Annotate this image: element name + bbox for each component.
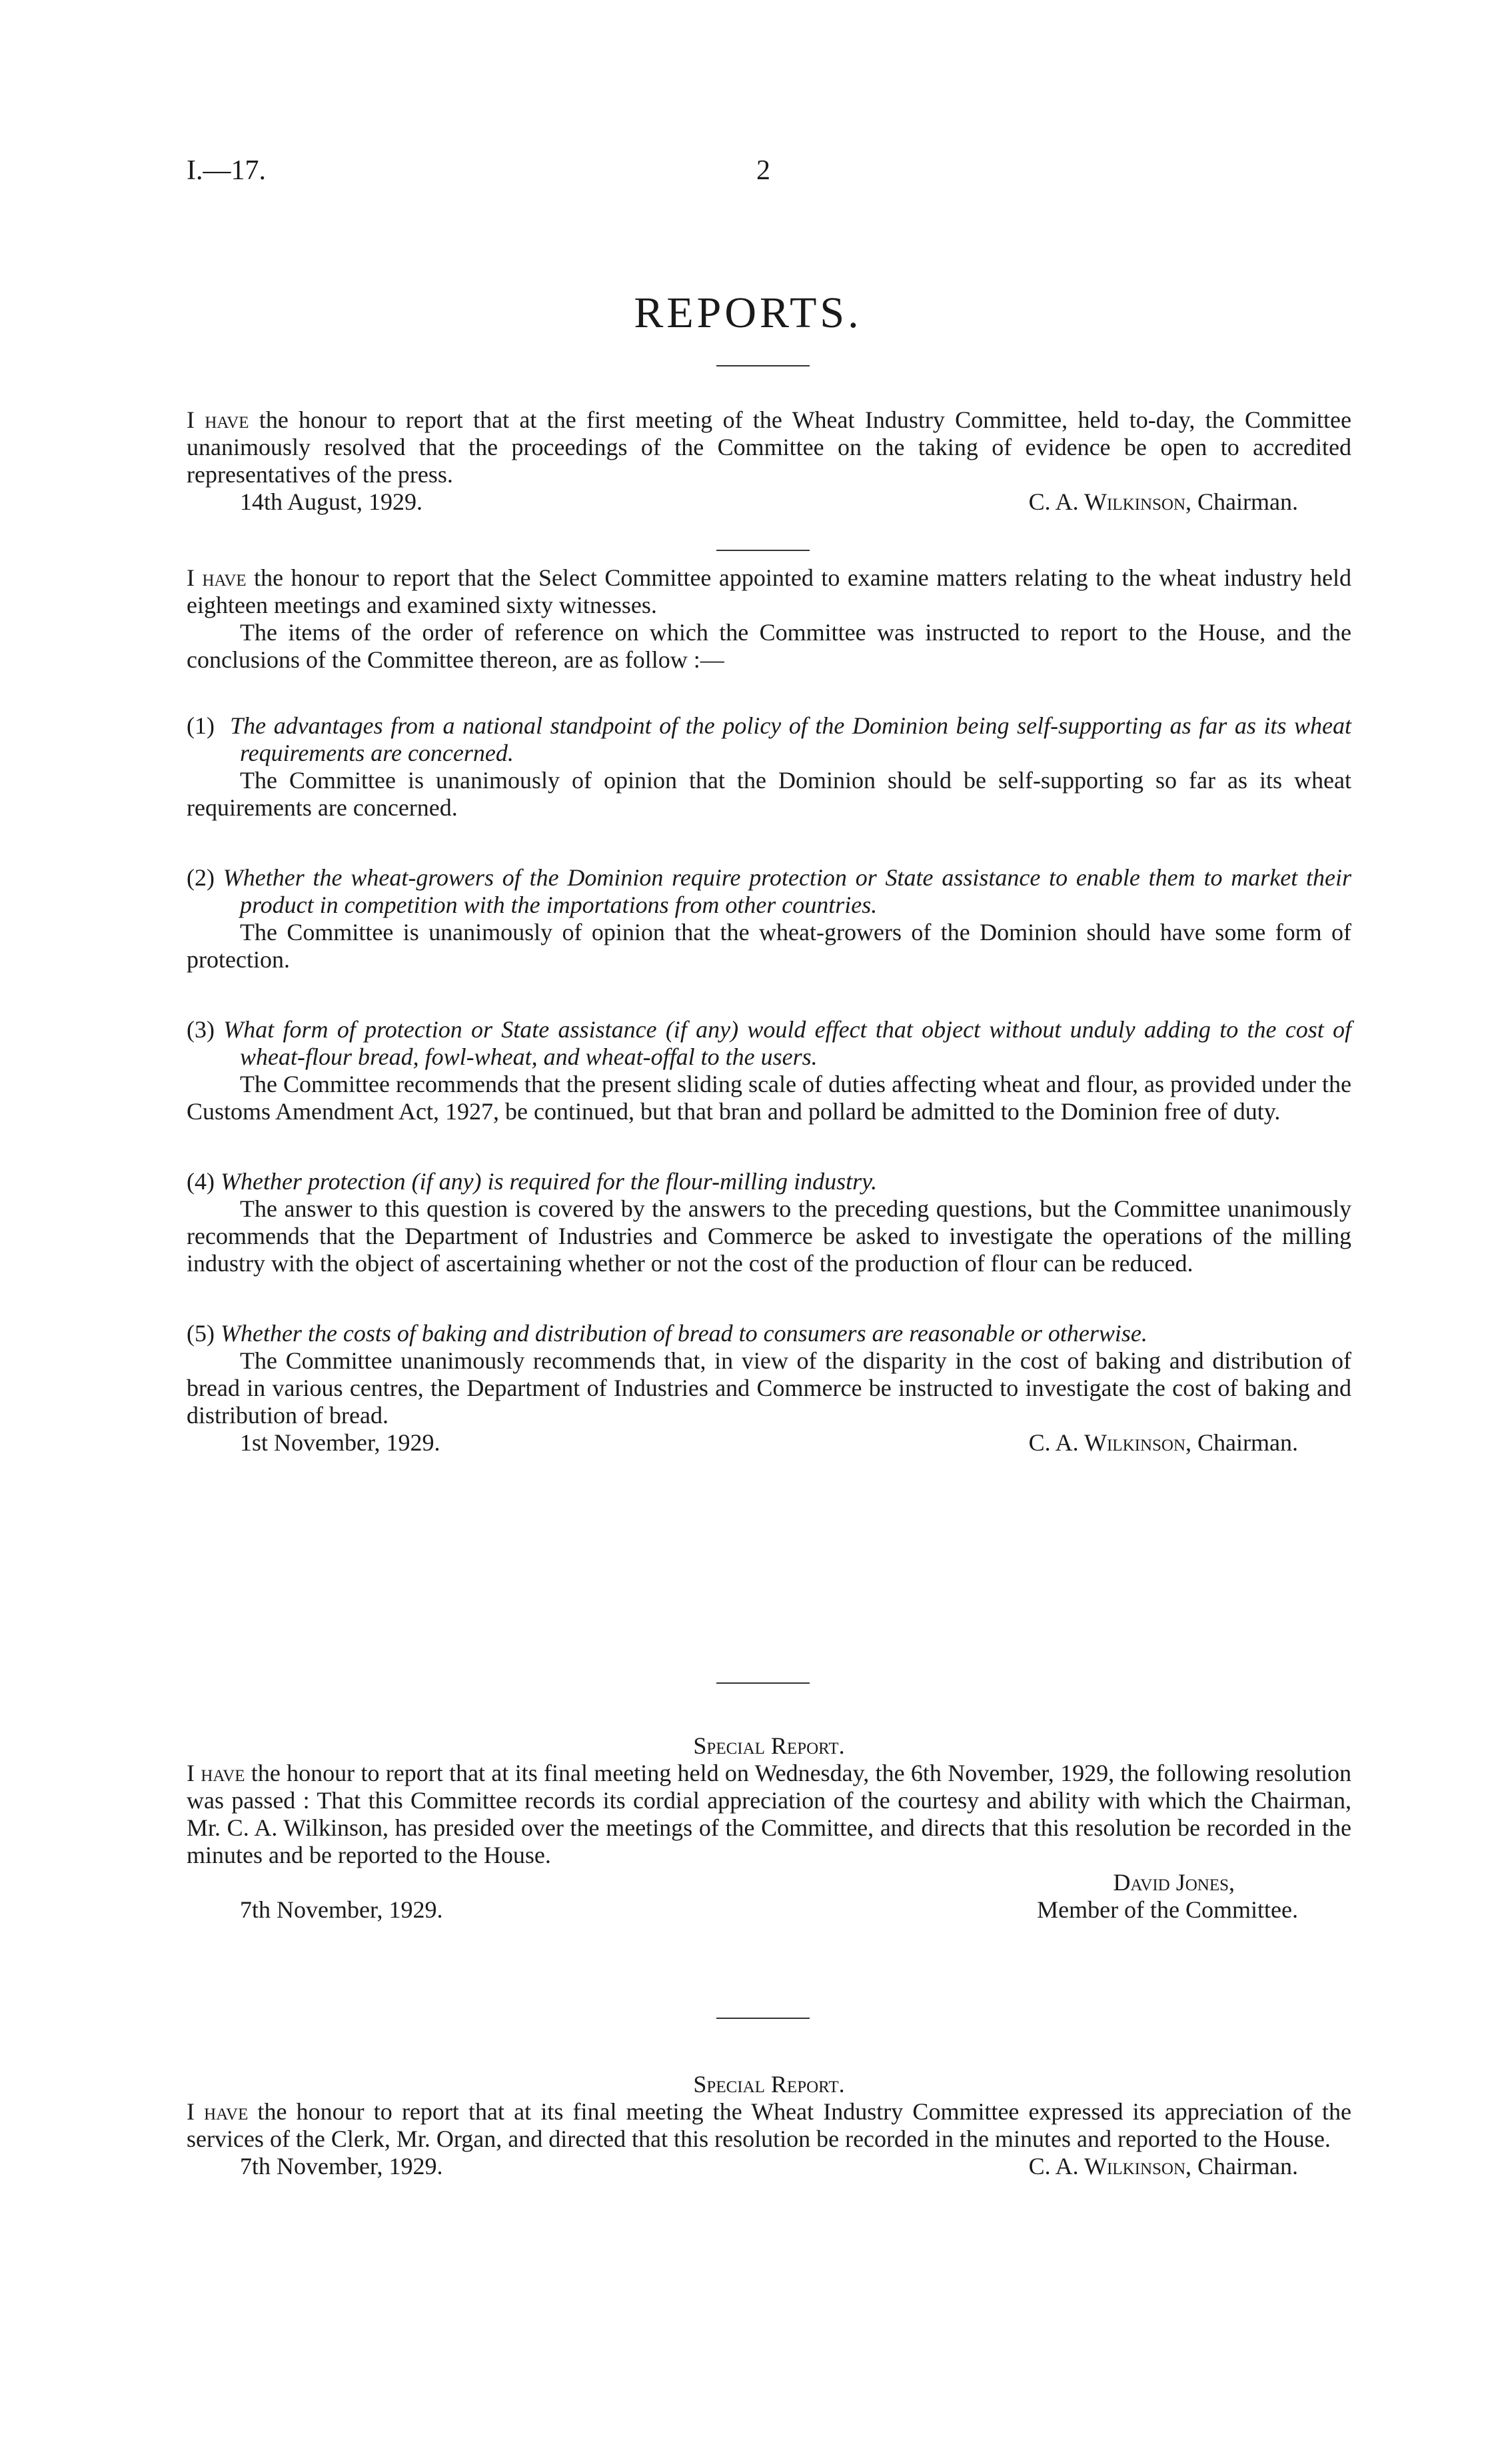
item-question: (5) Whether the costs of baking and distribution of bread to consumers are reasonable or otherwise. xyxy=(187,1320,1147,1347)
item-answer: The answer to this question is covered by the answers to the preceding questions, but the Committee unanimously recommends that the Department of Industries and Commerce be asked to investigate the operations of the milling industry with the object of ascertaining whether or not the cost of the production of flour can be reduced. xyxy=(187,1195,1351,1277)
lead-words: I have xyxy=(187,1760,245,1786)
report-date: 7th November, 1929. xyxy=(240,1896,443,1923)
reference-item xyxy=(187,712,1351,822)
report-date: 7th November, 1929. xyxy=(240,2153,443,2179)
report-select-committee xyxy=(187,564,1351,1457)
signature-line xyxy=(187,2153,1351,2180)
lead-words: I have xyxy=(187,406,249,433)
reference-item xyxy=(187,1016,1351,1125)
section-divider xyxy=(716,550,810,551)
section-divider xyxy=(716,2018,810,2019)
lead-words: I have xyxy=(187,2098,249,2125)
item-question: (2) Whether the wheat-growers of the Dominion require protection or State assistance to enable them to market their product in competition with the importations from other countries. xyxy=(187,864,1352,918)
page-number: 2 xyxy=(756,155,770,186)
signature-line xyxy=(187,1429,1351,1457)
document-reference: I.—17. xyxy=(187,155,266,186)
signature: C. A. Wilkinson, Chairman. xyxy=(1028,1429,1298,1456)
special-report-chairman xyxy=(187,1732,1351,1924)
signature-line xyxy=(187,1896,1351,1924)
signatory-role: Member of the Committee. xyxy=(1037,1896,1298,1923)
lead-words: I have xyxy=(187,564,247,591)
item-answer: The Committee unanimously recommends that, in view of the disparity in the cost of baking and distribution of bread in various centres, the Department of Industries and Commerce be instructed to investigate the cost of baking and distribution of bread. xyxy=(187,1347,1351,1429)
report-date: 1st November, 1929. xyxy=(240,1429,440,1456)
report-date: 14th August, 1929. xyxy=(240,488,423,515)
item-answer: The Committee is unanimously of opinion that the Dominion should be self-supporting so far as its wheat requirements are concerned. xyxy=(187,767,1351,821)
signature: C. A. Wilkinson, Chairman. xyxy=(1028,2153,1298,2179)
report-first-meeting xyxy=(187,406,1351,516)
signature-line xyxy=(187,488,1351,516)
section-divider xyxy=(716,1682,810,1684)
report-paragraph: I have the honour to report that at its final meeting held on Wednesday, the 6th November, 1929, the following resolution was passed : That this Committee records its cordial appreciation of the courtesy and ability with which the Chairman, Mr. C. A. Wilkinson, has presided over the meetings of the Committee, and directs that this resolution be recorded in the minutes and be reported to the House. xyxy=(187,1760,1352,1868)
signature: C. A. Wilkinson, Chairman. xyxy=(1028,488,1298,515)
reference-item xyxy=(187,1168,1351,1277)
signatory-name: David Jones, xyxy=(1113,1869,1235,1896)
reference-item xyxy=(187,864,1351,973)
report-intro: The items of the order of reference on which the Committee was instructed to report to the House, and the conclusions of the Committee thereon, are as follow :— xyxy=(187,619,1351,673)
report-paragraph: I have the honour to report that at its final meeting the Wheat Industry Committee expressed its appreciation of the services of the Clerk, Mr. Organ, and directed that this resolution be recorded in the minutes and reported to the House. xyxy=(187,2098,1352,2152)
item-question: (1) The advantages from a national standpoint of the policy of the Dominion being self-supporting as far as its wheat requirements are concerned. xyxy=(187,712,1351,766)
report-paragraph: I have the honour to report that the Select Committee appointed to examine matters relating to the wheat industry held eighteen meetings and examined sixty witnesses. xyxy=(187,564,1351,618)
special-report-heading: Special Report. xyxy=(693,1732,845,1759)
page-title: REPORTS. xyxy=(634,289,862,337)
item-question: (3) What form of protection or State assistance (if any) would effect that object without unduly adding to the cost of wheat-flour bread, fowl-wheat, and wheat-offal to the users. xyxy=(187,1016,1351,1070)
title-divider xyxy=(716,365,810,366)
reference-item xyxy=(187,1320,1351,1429)
item-answer: The Committee recommends that the present sliding scale of duties affecting wheat and flour, as provided under the Customs Amendment Act, 1927, be continued, but that bran and pollard be admitted to the Dominion free of duty. xyxy=(187,1071,1351,1125)
item-answer: The Committee is unanimously of opinion that the wheat-growers of the Dominion should have some form of protection. xyxy=(187,919,1351,973)
item-question: (4) Whether protection (if any) is required for the flour-milling industry. xyxy=(187,1168,878,1195)
special-report-clerk xyxy=(187,2071,1351,2180)
report-paragraph: I have the honour to report that at the first meeting of the Wheat Industry Committee, held to-day, the Committee unanimously resolved that the proceedings of the Committee on the taking of evidence be open to accredited representatives of the press. xyxy=(187,406,1351,488)
signature-name-line xyxy=(187,1869,1351,1896)
special-report-heading: Special Report. xyxy=(693,2071,845,2098)
